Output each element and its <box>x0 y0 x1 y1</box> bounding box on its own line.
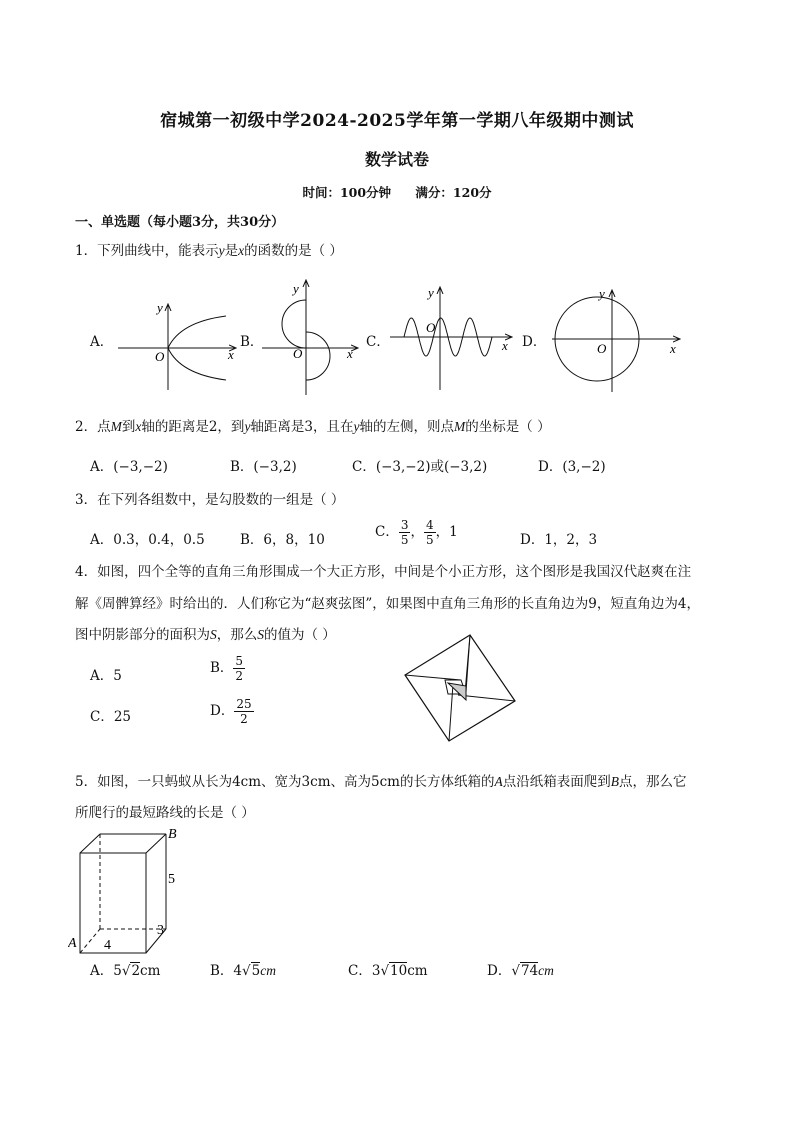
section-title: 一、单选题（每小题3分，共30分） <box>75 215 285 230</box>
question-2-stem: 2．点M到x轴的距离是2，到y轴距离是3，且在y轴的左侧，则点M的坐标是（ ） <box>75 419 551 435</box>
q3-option-d[interactable]: D．1，2，3 <box>520 532 598 548</box>
svg-text:y: y <box>293 281 299 296</box>
svg-text:B: B <box>168 827 177 842</box>
question-4-line-1: 4．如图，四个全等的直角三角形围成一个大正方形，中间是个小正方形，这个图形是我国汉代赵爽在注 <box>75 564 692 580</box>
fraction: $\frac{25}{2}$ <box>236 697 252 726</box>
q4-option-d[interactable]: D． $\frac{25}{2}$ <box>210 697 252 726</box>
fraction: $\frac{3}{5}$ <box>400 518 409 547</box>
q2-option-a[interactable]: A．(−3,−2) <box>90 459 168 475</box>
svg-text:x: x <box>502 338 508 353</box>
q2-option-d[interactable]: D．(3,−2) <box>538 459 606 475</box>
question-3-stem: 3．在下列各组数中，是勾股数的一组是（ ） <box>75 492 345 508</box>
page-title: 宿城第一初级中学2024-2025学年第一学期八年级期中测试 <box>160 111 634 131</box>
svg-text:x: x <box>670 341 676 356</box>
svg-text:O: O <box>293 346 303 361</box>
fraction: $\frac{5}{2}$ <box>235 654 244 683</box>
q1-option-b[interactable]: B． <box>240 334 264 350</box>
zhao-shuang-diagram <box>400 630 520 745</box>
q1-option-a[interactable]: A． <box>90 334 114 350</box>
svg-text:x: x <box>347 346 353 361</box>
graph-c[interactable] <box>390 285 512 390</box>
page-subtitle: 数学试卷 <box>364 150 429 169</box>
svg-text:O: O <box>597 341 607 356</box>
exam-time: 时间：100分钟 <box>302 185 392 200</box>
q5-option-a[interactable]: A．5√2cm <box>90 963 161 979</box>
box-diagram <box>68 822 188 957</box>
fraction: $\frac{4}{5}$ <box>425 518 434 547</box>
question-1-stem: 1．下列曲线中，能表示y是x的函数的是（ ） <box>75 243 343 259</box>
exam-score: 满分：120分 <box>415 185 492 200</box>
question-5-line-1: 5．如图，一只蚂蚁从长为4cm、宽为3cm、高为5cm的长方体纸箱的A点沿纸箱表面爬到B点，那么它 <box>75 774 687 790</box>
q5-option-c[interactable]: C．3√10cm <box>348 963 428 979</box>
svg-text:A: A <box>68 936 77 951</box>
question-4-line-3: 图中阴影部分的面积为S，那么S的值为（ ） <box>75 627 336 643</box>
q4-option-b[interactable]: B． $\frac{5}{2}$ <box>210 654 244 683</box>
q4-option-a[interactable]: A．5 <box>90 668 122 684</box>
svg-text:O: O <box>155 349 165 364</box>
q1-graphs <box>0 0 794 420</box>
svg-text:O: O <box>426 320 436 335</box>
svg-text:5: 5 <box>168 872 175 887</box>
q5-option-d[interactable]: D．√74cm <box>487 963 554 979</box>
q3-option-a[interactable]: A．0.3，0.4，0.5 <box>90 532 205 548</box>
q4-option-c[interactable]: C．25 <box>90 709 132 725</box>
question-5-line-2: 所爬行的最短路线的长是（ ） <box>75 805 255 821</box>
svg-text:y: y <box>599 286 605 301</box>
q3-option-b[interactable]: B．6，8，10 <box>240 532 325 548</box>
q2-option-b[interactable]: B．(−3,2) <box>230 459 297 475</box>
q3-option-c[interactable]: C． $\frac{3}{5}$ ， $\frac{4}{5}$ ，1 <box>375 518 458 547</box>
graph-b[interactable] <box>262 280 358 395</box>
question-4-line-2: 解《周髀算经》时给出的．人们称它为“赵爽弦图”，如果图中直角三角形的长直角边为9，短直角边为4， <box>75 596 700 612</box>
q1-option-d[interactable]: D． <box>522 334 547 350</box>
svg-text:x: x <box>228 347 234 362</box>
q1-option-c[interactable]: C． <box>366 334 390 350</box>
svg-text:y: y <box>157 300 163 315</box>
graph-a[interactable] <box>118 300 236 390</box>
svg-text:4: 4 <box>104 938 111 953</box>
graph-d[interactable] <box>552 286 680 392</box>
svg-text:y: y <box>428 285 434 300</box>
q2-option-c[interactable]: C．(−3,−2)或(−3,2) <box>352 459 488 475</box>
svg-text:3: 3 <box>157 923 164 938</box>
q5-option-b[interactable]: B．4√5cm <box>210 963 276 979</box>
shaded-region <box>448 683 466 700</box>
